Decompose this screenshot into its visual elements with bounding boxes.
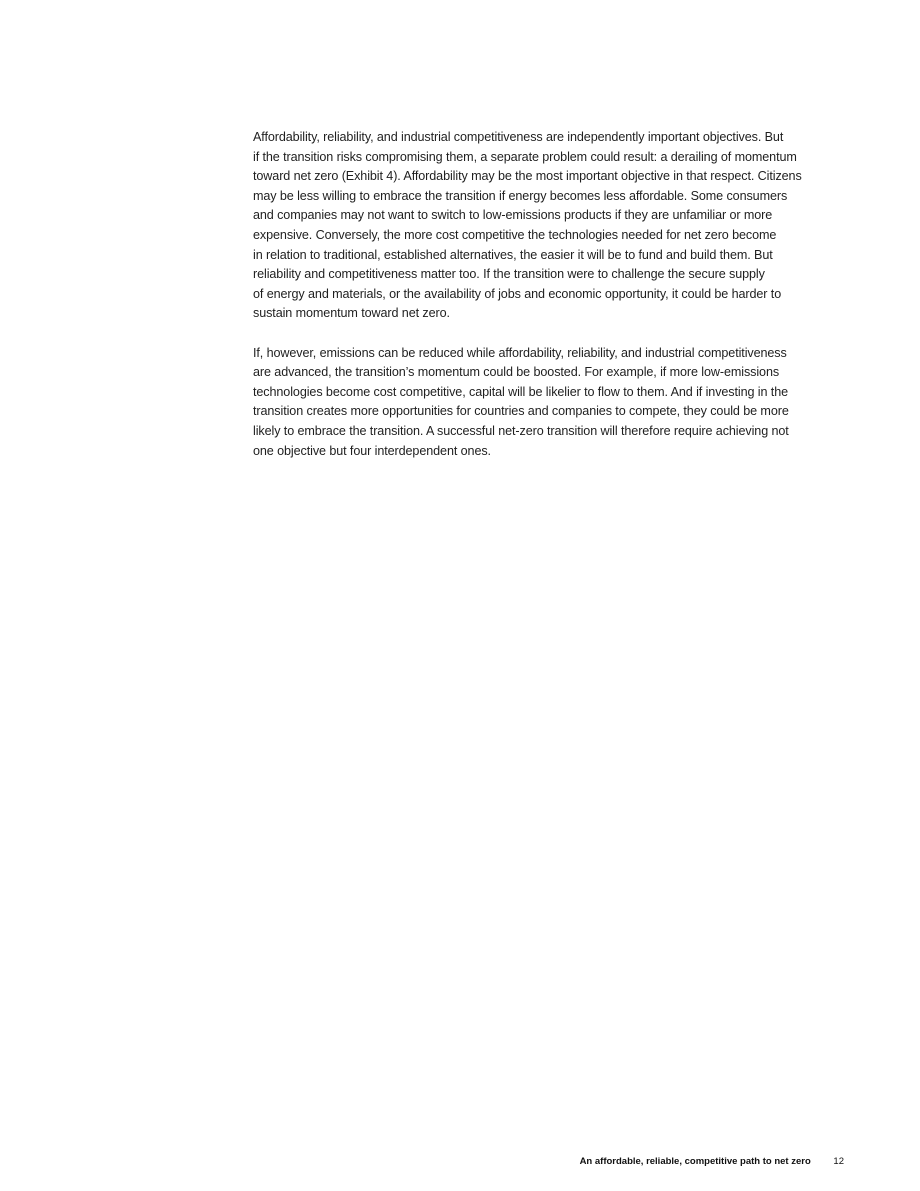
footer-title: An affordable, reliable, competitive path to net zero — [579, 1156, 811, 1167]
body-paragraph-1 — [253, 128, 851, 324]
text-line: are advanced, the transition’s momentum could be boosted. For example, if more low-emissions — [253, 365, 780, 380]
text-line: sustain momentum toward net zero. — [253, 306, 450, 321]
page-number: 12 — [833, 1156, 844, 1167]
text-line: may be less willing to embrace the transition if energy becomes less affordable. Some consumers — [253, 188, 788, 203]
text-line: transition creates more opportunities for countries and companies to compete, they could be more — [253, 404, 789, 419]
body-paragraph-2 — [253, 344, 851, 462]
text-line: Affordability, reliability, and industrial competitiveness are independently important objectives. But — [253, 130, 784, 144]
text-line: toward net zero (Exhibit 4). Affordability may be the most important objective in that respect. Citizens — [253, 169, 802, 184]
text-line: expensive. Conversely, the more cost competitive the technologies needed for net zero become — [253, 227, 777, 242]
text-line: in relation to traditional, established alternatives, the easier it will be to fund and build them. But — [253, 247, 773, 262]
text-line: of energy and materials, or the availability of jobs and economic opportunity, it could be harder to — [253, 286, 782, 301]
page-footer — [580, 1156, 844, 1167]
text-line: one objective but four interdependent ones. — [253, 443, 491, 458]
text-line: and companies may not want to switch to low-emissions products if they are unfamiliar or more — [253, 208, 773, 223]
text-line: technologies become cost competitive, capital will be likelier to flow to them. And if investing in the — [253, 384, 789, 399]
page-body — [253, 128, 851, 461]
text-line: if the transition risks compromising them, a separate problem could result: a derailing of momentum — [253, 149, 797, 164]
text-line: If, however, emissions can be reduced while affordability, reliability, and industrial competitiveness — [253, 345, 787, 360]
text-line: likely to embrace the transition. A successful net-zero transition will therefore require achieving not — [253, 423, 789, 438]
text-line: reliability and competitiveness matter too. If the transition were to challenge the secure supply — [253, 267, 765, 282]
